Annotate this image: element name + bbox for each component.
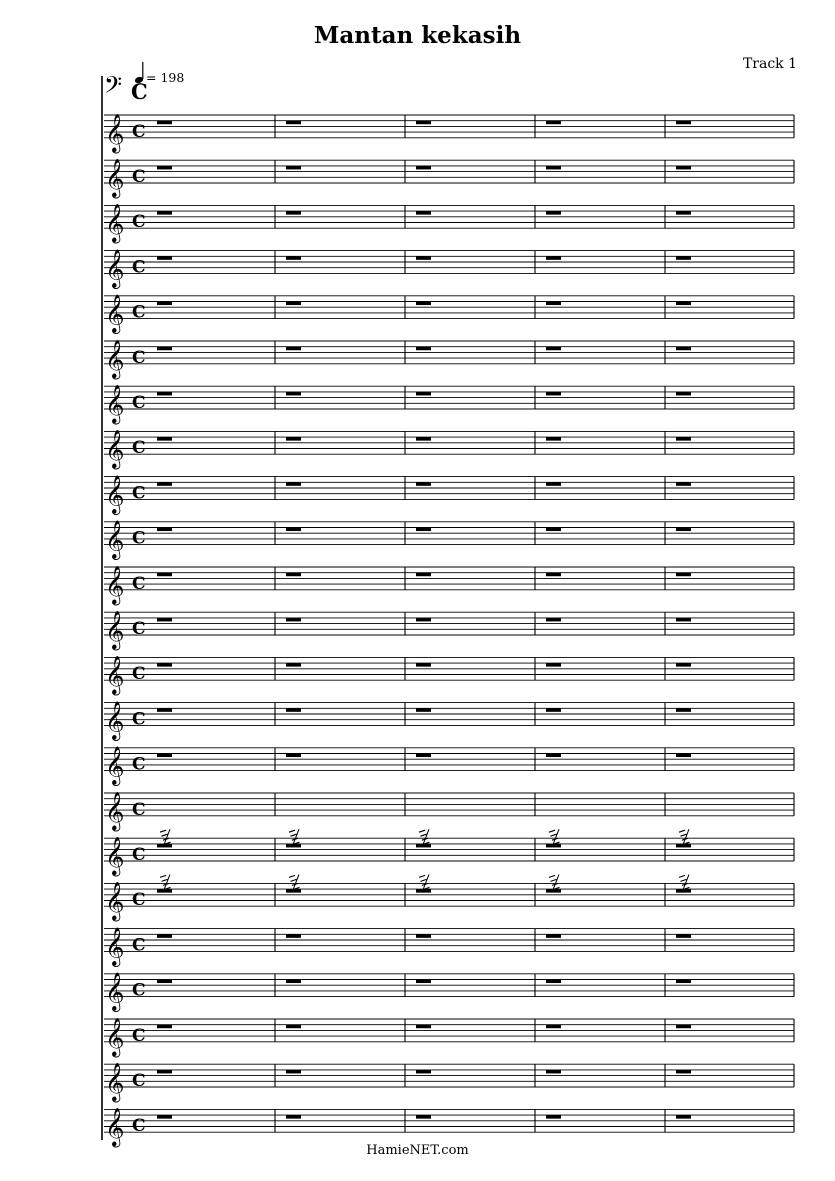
whole-rest-icon	[416, 211, 431, 215]
time-signature-common: C	[132, 664, 146, 685]
time-signature-common: C	[132, 347, 146, 368]
time-signature-common: C	[132, 302, 146, 323]
treble-clef-icon: 𝄞	[105, 203, 125, 243]
whole-rest-icon	[286, 166, 301, 170]
whole-rest-icon	[676, 573, 691, 577]
treble-clef-icon: 𝄞	[105, 1107, 125, 1147]
whole-rest-icon	[157, 980, 172, 984]
whole-rest-icon	[157, 573, 172, 577]
treble-clef-icon: 𝄞	[105, 610, 125, 649]
treble-clef-icon: 𝄞	[105, 790, 125, 830]
staff	[104, 926, 794, 967]
whole-rest-icon	[416, 980, 431, 984]
whole-rest-icon	[676, 618, 691, 622]
whole-rest-icon	[416, 934, 431, 938]
whole-rest-icon	[157, 934, 172, 938]
whole-rest-icon	[286, 437, 301, 441]
time-signature-common: C	[132, 1025, 146, 1046]
whole-rest-icon	[416, 1115, 431, 1119]
whole-rest-icon	[546, 1115, 561, 1119]
whole-rest-icon	[676, 482, 691, 486]
staff	[104, 1017, 794, 1058]
score-title: Mantan kekasih	[313, 22, 522, 49]
staff	[104, 248, 794, 289]
staff	[104, 474, 794, 515]
staff	[104, 829, 794, 877]
whole-rest-icon	[157, 1025, 172, 1029]
whole-rest-icon	[416, 166, 431, 170]
whole-rest-icon	[416, 573, 431, 577]
whole-rest-icon	[286, 934, 301, 938]
staff	[104, 791, 794, 832]
instrument-label: Track 1	[742, 56, 797, 72]
whole-rest-icon	[157, 663, 172, 667]
time-signature-common: C	[132, 167, 146, 187]
staff	[104, 520, 794, 561]
staff	[104, 429, 794, 470]
footer-credit: HamieNET.com	[366, 1143, 469, 1158]
whole-rest-icon	[676, 663, 691, 667]
whole-rest-icon	[676, 528, 691, 532]
staff	[104, 294, 794, 335]
whole-rest-icon	[546, 302, 561, 306]
staff	[104, 972, 794, 1013]
whole-rest-icon	[416, 528, 431, 532]
treble-clef-icon: 𝄞	[105, 519, 125, 559]
whole-rest-icon	[546, 934, 561, 938]
whole-rest-icon	[546, 211, 561, 215]
whole-rest-icon	[286, 754, 301, 758]
whole-rest-icon	[416, 256, 431, 260]
time-signature-common	[131, 79, 148, 104]
whole-rest-icon	[157, 302, 172, 306]
time-signature-common: C	[132, 799, 146, 820]
whole-rest-icon	[157, 1115, 172, 1119]
staff	[104, 700, 794, 741]
time-signature-common: C	[132, 438, 146, 459]
whole-rest-icon	[286, 302, 301, 306]
whole-rest-icon	[416, 392, 431, 396]
whole-rest-icon	[676, 980, 691, 984]
whole-rest-icon	[676, 211, 691, 215]
time-signature-common: C	[132, 935, 146, 956]
whole-rest-icon	[676, 347, 691, 351]
whole-rest-icon	[546, 1025, 561, 1029]
whole-rest-icon	[546, 528, 561, 532]
bass-clef-icon	[104, 71, 122, 104]
treble-clef-icon: 𝄞	[105, 1016, 125, 1056]
treble-clef-icon: 𝄞	[105, 564, 125, 604]
whole-rest-icon	[546, 754, 561, 758]
staff	[104, 384, 794, 425]
whole-rest-icon	[286, 392, 301, 396]
staff	[104, 158, 794, 199]
whole-rest-icon	[546, 392, 561, 396]
staff	[104, 874, 794, 922]
whole-rest-icon	[416, 437, 431, 441]
whole-rest-icon	[546, 573, 561, 577]
time-signature-common: C	[132, 754, 146, 775]
whole-rest-icon	[157, 437, 172, 441]
time-signature-common: C	[132, 212, 146, 233]
time-signature-common: C	[132, 573, 146, 594]
whole-rest-icon	[157, 256, 172, 260]
whole-rest-icon	[286, 573, 301, 577]
whole-rest-icon	[416, 1070, 431, 1074]
whole-rest-icon	[676, 934, 691, 938]
whole-rest-icon	[546, 980, 561, 984]
staff	[104, 655, 794, 696]
treble-clef-icon: 𝄞	[105, 429, 125, 469]
whole-rest-icon	[546, 256, 561, 260]
time-signature-common: C	[132, 121, 146, 142]
treble-clef-icon: 𝄞	[105, 293, 125, 333]
whole-rest-icon	[286, 708, 301, 712]
time-signature-common: C	[132, 1116, 146, 1137]
whole-rest-icon	[286, 1115, 301, 1119]
whole-rest-icon	[416, 347, 431, 351]
whole-rest-icon	[676, 754, 691, 758]
treble-clef-icon: 𝄞	[105, 158, 125, 197]
time-signature-common: C	[132, 845, 146, 865]
whole-rest-icon	[286, 256, 301, 260]
whole-rest-icon	[286, 618, 301, 622]
whole-rest-icon	[157, 347, 172, 351]
whole-rest-icon	[286, 347, 301, 351]
whole-rest-icon	[676, 392, 691, 396]
whole-rest-icon	[416, 708, 431, 712]
whole-rest-icon	[416, 663, 431, 667]
whole-rest-icon	[416, 618, 431, 622]
whole-rest-icon	[676, 302, 691, 306]
whole-rest-icon	[546, 347, 561, 351]
svg-text:C: C	[131, 79, 148, 104]
whole-rest-icon	[286, 528, 301, 532]
tempo-marking: = 198	[146, 70, 185, 85]
treble-clef-icon: 𝄞	[105, 338, 125, 378]
time-signature-common: C	[132, 483, 146, 504]
staff	[104, 113, 794, 154]
time-signature-common: C	[132, 619, 146, 639]
treble-clef-icon: 𝄞	[105, 474, 125, 514]
treble-clef-icon: 𝄞	[105, 655, 125, 695]
whole-rest-icon	[546, 618, 561, 622]
treble-clef-icon: 𝄞	[105, 248, 125, 288]
whole-rest-icon	[676, 437, 691, 441]
whole-rest-icon	[286, 663, 301, 667]
whole-rest-icon	[157, 754, 172, 758]
whole-rest-icon	[546, 166, 561, 170]
treble-clef-icon: 𝄞	[105, 384, 125, 423]
whole-rest-icon	[676, 166, 691, 170]
whole-rest-icon	[157, 166, 172, 170]
whole-rest-icon	[676, 1025, 691, 1029]
whole-rest-icon	[416, 1025, 431, 1029]
whole-rest-icon	[157, 708, 172, 712]
whole-rest-icon	[676, 121, 691, 125]
staff	[104, 1062, 794, 1103]
whole-rest-icon	[286, 1025, 301, 1029]
whole-rest-icon	[546, 663, 561, 667]
svg-text:𝄢: 𝄢	[104, 71, 123, 104]
whole-rest-icon	[416, 482, 431, 486]
time-signature-common: C	[132, 393, 146, 413]
whole-rest-icon	[676, 256, 691, 260]
treble-clef-icon: 𝄞	[105, 112, 125, 152]
staff	[104, 203, 794, 244]
whole-rest-icon	[546, 1070, 561, 1074]
whole-rest-icon	[416, 754, 431, 758]
whole-rest-icon	[286, 121, 301, 125]
whole-rest-icon	[546, 121, 561, 125]
time-signature-common: C	[132, 890, 146, 911]
time-signature-common: C	[132, 528, 146, 549]
treble-clef-icon: 𝄞	[105, 971, 125, 1011]
whole-rest-icon	[676, 1070, 691, 1074]
whole-rest-icon	[416, 302, 431, 306]
whole-rest-icon	[157, 528, 172, 532]
treble-clef-icon: 𝄞	[105, 926, 125, 966]
staff	[104, 565, 794, 606]
treble-clef-icon: 𝄞	[105, 700, 125, 740]
whole-rest-icon	[286, 482, 301, 486]
treble-clef-icon: 𝄞	[105, 1062, 125, 1101]
whole-rest-icon	[286, 211, 301, 215]
staff	[104, 746, 794, 787]
time-signature-common: C	[132, 257, 146, 278]
whole-rest-icon	[157, 121, 172, 125]
whole-rest-icon	[546, 437, 561, 441]
staff	[104, 610, 794, 651]
time-signature-common: C	[132, 980, 146, 1001]
staff	[104, 339, 794, 380]
whole-rest-icon	[416, 121, 431, 125]
whole-rest-icon	[676, 1115, 691, 1119]
time-signature-common: C	[132, 709, 146, 730]
whole-rest-icon	[676, 708, 691, 712]
whole-rest-icon	[286, 980, 301, 984]
whole-rest-icon	[286, 1070, 301, 1074]
whole-rest-icon	[546, 708, 561, 712]
whole-rest-icon	[157, 211, 172, 215]
time-signature-common: C	[132, 1071, 146, 1091]
treble-clef-icon: 𝄞	[105, 836, 125, 875]
treble-clef-icon: 𝄞	[105, 881, 125, 921]
whole-rest-icon	[157, 1070, 172, 1074]
whole-rest-icon	[157, 618, 172, 622]
whole-rest-icon	[546, 482, 561, 486]
treble-clef-icon: 𝄞	[105, 745, 125, 785]
whole-rest-icon	[157, 482, 172, 486]
whole-rest-icon	[157, 392, 172, 396]
